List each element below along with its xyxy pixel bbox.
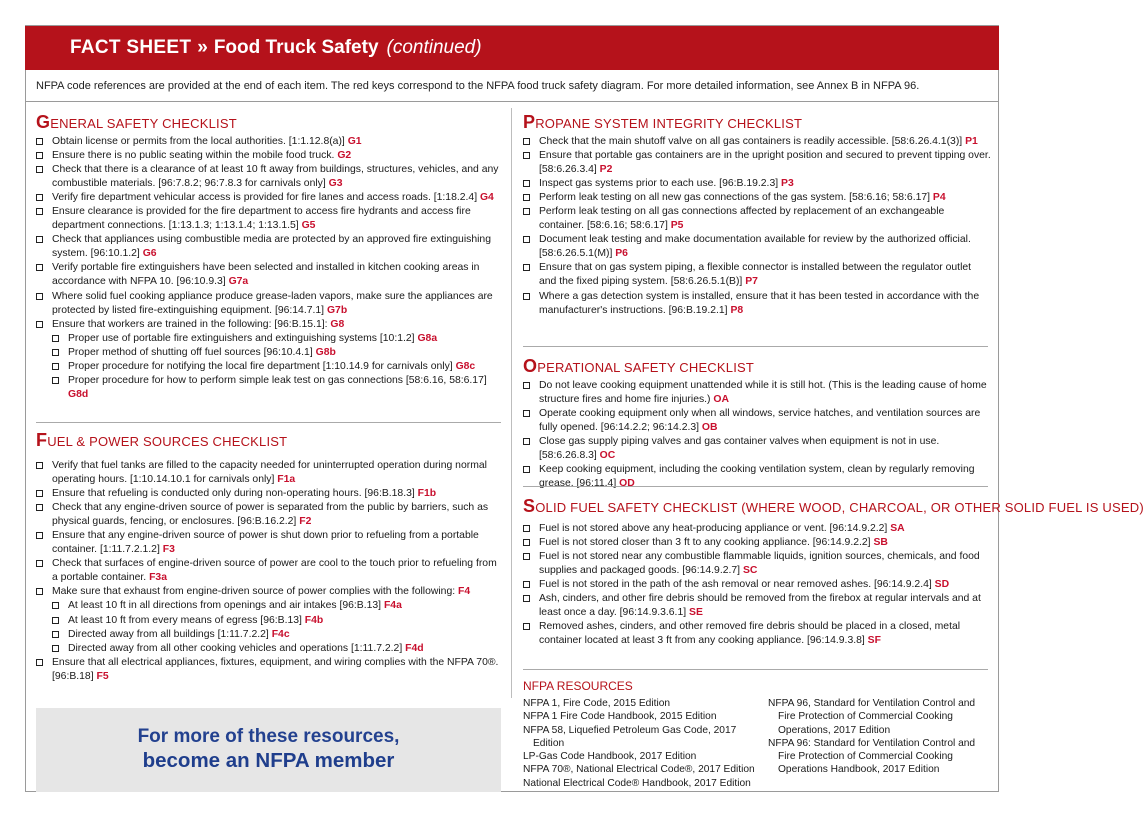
header-fact-sheet: FACT SHEET (70, 37, 192, 58)
checkbox-icon[interactable] (523, 180, 530, 187)
checklist-subitem (52, 346, 504, 360)
resource-item: NFPA 70®, National Electrical Code®, 2017 Edition (523, 764, 755, 776)
checklist-item (36, 501, 504, 529)
checklist-item (523, 135, 991, 149)
checklist-item-text: Close gas supply piping valves and gas container valves when equipment is not in use. [58:6.26.8.3] (539, 436, 940, 462)
checkbox-icon[interactable] (36, 138, 43, 145)
checkbox-icon[interactable] (523, 595, 530, 602)
checklist-item (523, 290, 991, 318)
intro-text: NFPA code references are provided at the end of each item. The red keys correspond to the NFPA food truck safety diagram. For more detailed information, see Annex B in NFPA 96. (36, 80, 920, 92)
section-title-fuel: FUEL & POWER SOURCES CHECKLIST (36, 430, 288, 450)
checklist-item-text: Check that there is a clearance of at least 10 ft away from buildings, structures, vehicles, and any combustible materials. [96:7.8.2; 96:7.8.3 for carnivals only] (52, 164, 499, 190)
checkbox-icon[interactable] (523, 466, 530, 473)
checklist-item-text: Keep cooking equipment, including the cooking ventilation system, clean by regularly removing grease. [96:11.4] (539, 464, 975, 490)
general-checklist (36, 135, 504, 402)
checkbox-icon[interactable] (36, 166, 43, 173)
checkbox-icon[interactable] (52, 377, 59, 384)
checklist-item (523, 578, 991, 592)
checkbox-icon[interactable] (523, 152, 530, 159)
diagram-key: SB (873, 537, 888, 549)
checkbox-icon[interactable] (36, 236, 43, 243)
diagram-key: G7b (326, 304, 348, 316)
checklist-item-text: Inspect gas systems prior to each use. [96:B.19.2.3] (539, 178, 779, 190)
resources-title: NFPA RESOURCES (523, 679, 633, 693)
checkbox-icon[interactable] (523, 208, 530, 215)
checklist-item (36, 149, 504, 163)
checklist-item-text: Verify fire department vehicular access is provided for fire lanes and access roads. [1:18.2.4] (52, 192, 478, 204)
checkbox-icon[interactable] (523, 553, 530, 560)
checkbox-icon[interactable] (36, 321, 43, 328)
checkbox-icon[interactable] (36, 208, 43, 215)
diagram-key: P3 (781, 178, 794, 190)
checkbox-icon[interactable] (523, 382, 530, 389)
checklist-item-text: Check that the main shutoff valve on all gas containers is readily accessible. [58:6.26.4.1(3)] (539, 136, 963, 147)
checkbox-icon[interactable] (52, 617, 59, 624)
checklist-item (36, 318, 504, 332)
checklist-subitem (52, 642, 504, 656)
diagram-key: OB (701, 422, 718, 434)
checklist-item (36, 656, 504, 684)
checkbox-icon[interactable] (36, 490, 43, 497)
checklist-item (36, 261, 504, 289)
checklist-item (523, 522, 991, 536)
divider-general (36, 422, 501, 423)
checklist-item-text: Ash, cinders, and other fire debris should be removed from the firebox at regular intervals and at least once a day. [96:14.9.3.6.1] (539, 593, 981, 619)
diagram-key: G5 (301, 220, 316, 232)
checklist-subitem (52, 614, 504, 628)
checklist-item (523, 536, 991, 550)
checkbox-icon[interactable] (523, 581, 530, 588)
checklist-subitem (52, 628, 504, 642)
checkbox-icon[interactable] (523, 138, 530, 145)
diagram-key: P6 (615, 248, 628, 260)
checklist-item-text: Check that any engine-driven source of power is separated from the public by barriers, such as physical guards, fencing, or enclosures. [96:B.16.2.2] (52, 502, 489, 528)
checkbox-icon[interactable] (36, 532, 43, 539)
diagram-key: G6 (142, 248, 157, 260)
diagram-key: F4c (271, 628, 290, 640)
checkbox-icon[interactable] (36, 659, 43, 666)
checklist-item-text: Ensure that on gas system piping, a flexible connector is installed between the regulator outlet and the fixed piping system. [58:6.26.5.1(B)] (539, 262, 972, 288)
operational-checklist (523, 379, 991, 491)
diagram-key: SA (890, 523, 905, 534)
column-divider (511, 108, 512, 698)
checklist-item-text: Fuel is not stored in the path of the ash removal or near removed ashes. [96:14.9.2.4] (539, 579, 932, 591)
diagram-key: SE (689, 607, 703, 619)
diagram-key: SD (934, 579, 950, 591)
checklist-item-text: Perform leak testing on all gas connections affected by replacement of an exchangeable container. [58:6.16; 58:6.17] (539, 206, 945, 232)
header-separator: » (197, 37, 208, 58)
header-continued: (continued) (386, 37, 482, 58)
solid-fuel-checklist (523, 522, 991, 648)
checklist-item-text: Obtain license or permits from the local authorities. [1:1.12.8(a)] (52, 136, 345, 147)
checklist-item-text: Where a gas detection system is installed, ensure that it has been tested in accordance with the manufacturer's instructions. [96:B.19.2.1] (539, 290, 980, 316)
checkbox-icon[interactable] (52, 349, 59, 356)
checklist-item-text: At least 10 ft in all directions from openings and air intakes [96:B.13] (68, 600, 382, 612)
checklist-item-text: Fuel is not stored near any combustible flammable liquids, ignition sources, chemicals, and food supplies and packaged goods. [96:14.9.2.7] (539, 551, 980, 577)
checklist-item (36, 135, 504, 149)
checklist-item (523, 407, 991, 435)
diagram-key: F4a (383, 600, 402, 612)
checkbox-icon[interactable] (36, 152, 43, 159)
checklist-item (36, 487, 504, 501)
checklist-item-text: Check that appliances using combustible media are protected by an approved fire extinguishing system. [96:10.1.2] (52, 234, 491, 260)
checkbox-icon[interactable] (52, 631, 59, 638)
checklist-item (36, 191, 504, 205)
divider-propane (523, 346, 988, 347)
diagram-key: OA (713, 394, 729, 406)
checklist-item-text: At least 10 ft from every means of egress [96:B.13] (68, 614, 302, 626)
checklist-item-text: Operate cooking equipment only when all windows, service hatches, and ventilation sources are fully opened. [96:14.2.2; 96:14.2.3] (539, 408, 981, 434)
diagram-key: P4 (932, 192, 946, 204)
promo-line-1: For more of these resources, (137, 726, 400, 747)
checkbox-icon[interactable] (52, 363, 59, 370)
checkbox-icon[interactable] (52, 335, 59, 342)
resource-item: NFPA 96: Standard for Ventilation Control and Fire Protection of Commercial Cooking Operations Handbook, 2017 Edition (768, 737, 976, 776)
diagram-key: P1 (965, 136, 978, 147)
intro-divider (25, 101, 999, 102)
checklist-item (36, 290, 504, 318)
diagram-key: F3 (162, 544, 175, 556)
diagram-key: F5 (96, 670, 109, 682)
checklist-item (523, 205, 991, 233)
checkbox-icon[interactable] (52, 645, 59, 652)
diagram-key: F4b (304, 614, 324, 626)
checklist-item-text: Do not leave cooking equipment unattended while it is still hot. (This is the leading cause of home structure fires and home fire injuries.) (539, 380, 987, 406)
resource-item: LP-Gas Code Handbook, 2017 Edition (523, 751, 697, 763)
checklist-item (523, 463, 991, 491)
checklist-item (523, 592, 991, 620)
checklist-item (523, 149, 991, 177)
checklist-item (523, 177, 991, 191)
diagram-key: OD (619, 478, 635, 490)
diagram-key: SC (742, 565, 758, 577)
diagram-key: G8a (417, 332, 438, 344)
checklist-item-text: Make sure that exhaust from engine-driven source of power complies with the following: (52, 586, 456, 598)
checkbox-icon[interactable] (523, 236, 530, 243)
diagram-key: SF (867, 635, 881, 647)
checklist-item (36, 557, 504, 585)
divider-solid-fuel (523, 669, 988, 670)
checkbox-icon[interactable] (36, 264, 43, 271)
resources-left-list (523, 697, 768, 790)
checklist-item (36, 233, 504, 261)
diagram-key: G8 (330, 318, 345, 330)
checklist-item-text: Proper procedure for how to perform simple leak test on gas connections [58:6.16, 58:6.17] (68, 374, 487, 386)
resource-item: National Electrical Code® Handbook, 2017 Edition (523, 777, 751, 789)
resource-item: NFPA 1, Fire Code, 2015 Edition (523, 698, 671, 709)
checklist-item-text: Document leak testing and make documentation available for review by the authorized official. [58:6.26.5.1(M)] (539, 234, 971, 260)
checklist-item-text: Ensure clearance is provided for the fire department to access fire hydrants and access fire department connections. [1:13.1.3; 1:13.1.4; 1:13.1.5] (52, 206, 471, 232)
resource-item: NFPA 1 Fire Code Handbook, 2015 Edition (523, 711, 717, 723)
checkbox-icon[interactable] (523, 539, 530, 546)
checkbox-icon[interactable] (36, 293, 43, 300)
checkbox-icon[interactable] (523, 623, 530, 630)
diagram-key: F4 (458, 586, 471, 598)
checklist-subitem (52, 332, 504, 346)
checklist-item-text: Fuel is not stored above any heat-producing appliance or vent. [96:14.9.2.2] (539, 523, 888, 534)
checkbox-icon[interactable] (523, 194, 530, 201)
section-title-operational: OPERATIONAL SAFETY CHECKLIST (523, 356, 755, 376)
checklist-item-text: Ensure that portable gas containers are in the upright position and secured to prevent tipping over. [58:6.26.3.4] (539, 150, 991, 176)
header-banner (25, 26, 999, 70)
diagram-key: P8 (730, 304, 744, 316)
diagram-key: G8d (68, 388, 89, 400)
diagram-key: F3a (149, 572, 167, 584)
checklist-item (523, 620, 991, 648)
checklist-item (523, 233, 991, 261)
checkbox-icon[interactable] (36, 560, 43, 567)
checklist-item-text: Ensure that refueling is conducted only during non-operating hours. [96:B.18.3] (52, 488, 415, 500)
checkbox-icon[interactable] (523, 293, 530, 300)
checklist-item-text: Directed away from all other cooking vehicles and operations [1:11.7.2.2] (68, 642, 403, 654)
checkbox-icon[interactable] (523, 410, 530, 417)
diagram-key: OC (599, 450, 616, 462)
checkbox-icon[interactable] (36, 462, 43, 469)
checklist-subitem (52, 374, 504, 402)
promo-line-2: become an NFPA member (142, 749, 395, 772)
section-title-solid-fuel: SOLID FUEL SAFETY CHECKLIST (WHERE WOOD, CHARCOAL, OR OTHER SOLID FUEL IS USED) (523, 496, 1144, 516)
checklist-item-text: Ensure that all electrical appliances, fixtures, equipment, and wiring complies with the NFPA 70®. [96:B.18] (52, 656, 499, 682)
diagram-key: F2 (299, 516, 312, 528)
checklist-item (523, 550, 991, 578)
checklist-item (36, 459, 504, 487)
checklist-item-text: Where solid fuel cooking appliance produce grease-laden vapors, make sure the appliances are protected by listed fire-extinguishing equipment. [96:14.7.1] (52, 290, 493, 316)
diagram-key: G1 (347, 136, 362, 147)
resource-item: NFPA 58, Liquefied Petroleum Gas Code, 2017 Edition (523, 724, 737, 749)
checklist-item (36, 585, 504, 599)
diagram-key: G4 (479, 192, 494, 204)
checklist-item-text: Proper method of shutting off fuel sources [96:10.4.1] (68, 346, 313, 358)
checkbox-icon[interactable] (523, 438, 530, 445)
checklist-item (36, 163, 504, 191)
diagram-key: F1b (417, 488, 437, 500)
diagram-key: P2 (599, 164, 613, 176)
checklist-item-text: Proper use of portable fire extinguishers and extinguishing systems [10:1.2] (68, 332, 415, 344)
diagram-key: G2 (337, 150, 352, 162)
checklist-item-text: Check that surfaces of engine-driven source of power are cool to the touch prior to refueling from a portable container. (52, 558, 497, 584)
checkbox-icon[interactable] (52, 602, 59, 609)
checklist-item-text: Ensure that workers are trained in the following: [96:B.15.1]: (52, 318, 328, 330)
diagram-key: G8c (455, 360, 476, 372)
diagram-key: F1a (277, 474, 296, 486)
checklist-item-text: Verify that fuel tanks are filled to the capacity needed for uninterrupted operation during normal operating hours. [1:10.14.10.1 for carnivals only] (52, 460, 487, 486)
diagram-key: G8b (315, 346, 336, 358)
section-title-propane: PROPANE SYSTEM INTEGRITY CHECKLIST (523, 112, 803, 132)
checklist-item-text: Directed away from all buildings [1:11.7.2.2] (68, 628, 269, 640)
checkbox-icon[interactable] (523, 525, 530, 532)
divider-operational (523, 486, 988, 487)
checklist-item-text: Removed ashes, cinders, and other removed fire debris should be placed in a closed, metal container located at least 3 ft from any cooking appliance. [96:14.9.3.8] (539, 621, 961, 647)
checklist-item-text: Proper procedure for notifying the local fire department [1:10.14.9 for carnivals only] (68, 360, 453, 372)
checklist-subitem (52, 599, 504, 613)
checkbox-icon[interactable] (36, 588, 43, 595)
checklist-item-text: Fuel is not stored closer than 3 ft to any cooking appliance. [96:14.9.2.2] (539, 537, 871, 549)
resource-item: NFPA 96, Standard for Ventilation Control and Fire Protection of Commercial Cooking Operations, 2017 Edition (768, 698, 976, 736)
membership-promo[interactable] (36, 708, 501, 792)
diagram-key: P5 (670, 220, 684, 232)
checklist-item-text: Ensure there is no public seating within the mobile food truck. (52, 150, 335, 162)
checklist-item (523, 261, 991, 289)
checklist-item (523, 191, 991, 205)
checklist-item (523, 379, 991, 407)
checklist-item-text: Ensure that any engine-driven source of power is shut down prior to refueling from a portable container. [1:11.7.2.1.2] (52, 530, 479, 556)
checklist-item (36, 205, 504, 233)
checklist-item-text: Verify portable fire extinguishers have been selected and installed in kitchen cooking areas in accordance with NFPA 10. [96:10.9.3] (52, 262, 480, 288)
fuel-checklist (36, 459, 504, 684)
propane-checklist (523, 135, 991, 318)
checkbox-icon[interactable] (523, 264, 530, 271)
checklist-item (36, 529, 504, 557)
header-title: Food Truck Safety (213, 37, 379, 58)
diagram-key: G3 (328, 178, 343, 190)
diagram-key: G7a (228, 276, 249, 288)
checklist-subitem (52, 360, 504, 374)
checkbox-icon[interactable] (36, 504, 43, 511)
diagram-key: F4d (405, 642, 424, 654)
resources-right-list (768, 697, 993, 777)
checkbox-icon[interactable] (36, 194, 43, 201)
diagram-key: P7 (745, 276, 758, 288)
checklist-item-text: Perform leak testing on all new gas connections of the gas system. [58:6.16; 58:6.17] (539, 192, 931, 204)
checklist-item (523, 435, 991, 463)
section-title-general: GENERAL SAFETY CHECKLIST (36, 112, 237, 132)
